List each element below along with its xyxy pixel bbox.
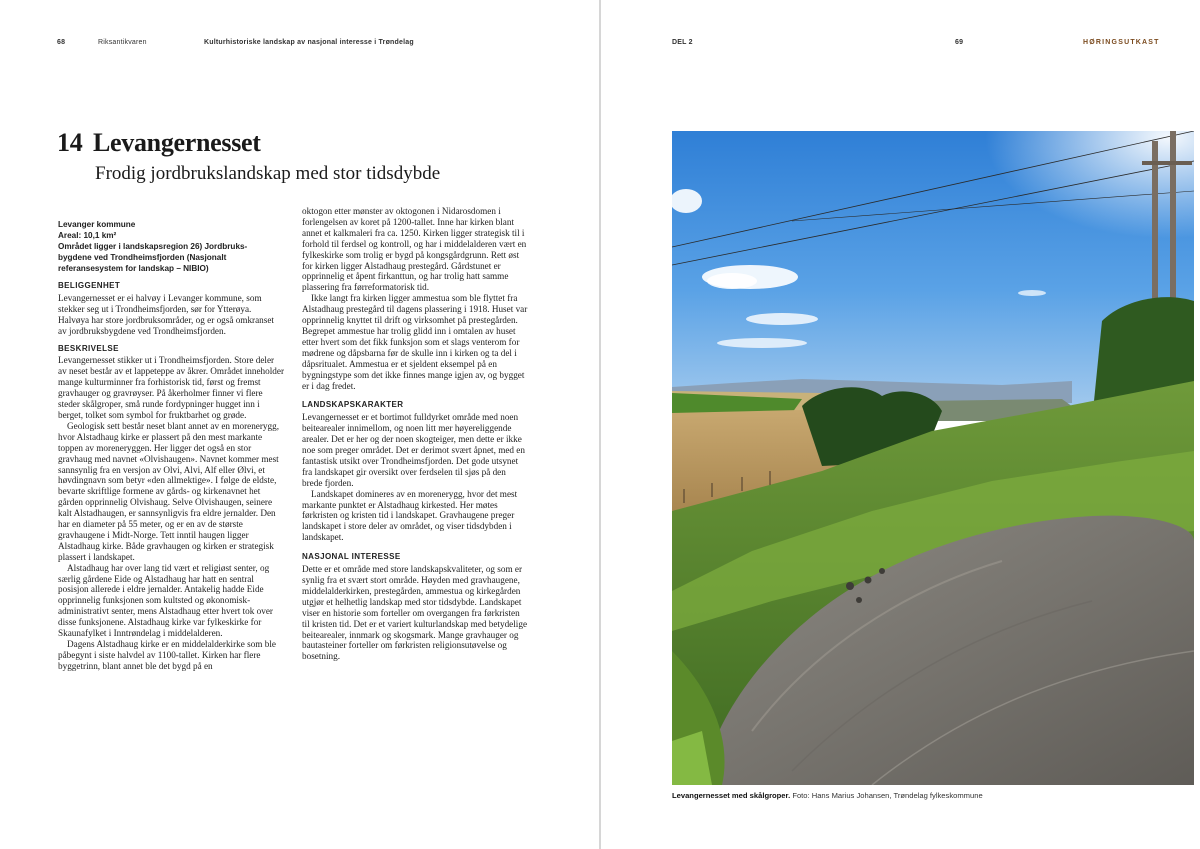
chapter-title: [57, 128, 261, 158]
meta-line: Areal: 10,1 km²: [58, 231, 117, 240]
meta-line: Levanger kommune: [58, 220, 136, 229]
section-heading-nasjonal-interesse: NASJONAL INTERESSE: [302, 552, 401, 562]
paragraph: Dagens Alstadhaug kirke er en middelalderkirke som ble påbegynt i siste halvdel av 1100-tallet. Kirken har flere byggetrinn, blant annet ble det bygd på en: [58, 639, 276, 671]
chapter-subtitle: Frodig jordbrukslandskap med stor tidsdybde: [95, 163, 441, 184]
caption-title: Levangernesset med skålgroper.: [672, 791, 791, 800]
meta-line: Området ligger i landskapsregion 26) Jordbruks-: [58, 242, 248, 251]
text-column-2: [302, 206, 528, 662]
text-column-1: [58, 219, 284, 672]
paragraph: Landskapet domineres av en morenerygg, hvor det mest markante punktet er Alstadhaug kirkested. Her møtes førkristen og kristen tid i landskapet. Gravhaugene preger landskapet i store deler av området, og viser tidsdybden i landskapet.: [302, 488, 518, 543]
publisher-name: Riksantikvaren: [98, 39, 147, 46]
paragraph: Levangernesset stikker ut i Trondheimsfjorden. Store deler av neset består av et lappeteppe av åkrer. Området inneholder mange kulturminner fra forhistorisk tid, først og fremst gravhauger og gravrøyser. På åkerholmer finner vi flere steder skålgroper, små runde fordypninger hugget inn i berget, tolket som symbol for fruktbarhet og grøde.: [58, 355, 285, 420]
area-metadata: [58, 219, 284, 274]
paragraph: Alstadhaug har over lang tid vært et religiøst senter, og særlig gårdene Eide og Alstadhaug har hatt en sentral posisjon allerede i eldre jernalder. Antakelig hadde Eide opprinnelig funksjonen som kultsted og økonomisk-administrativt senter, mens Alstadhaug etter hvert tok over disse funksjonene. Alstadhaug kirke var fylkeskirke for Skaunafylket i Inntrøndelag i middelalderen.: [58, 562, 273, 639]
draft-label: HØRINGSUTKAST: [1083, 39, 1160, 46]
right-page-number: 69: [955, 39, 964, 46]
caption-credit: Foto: Hans Marius Johansen, Trøndelag fylkeskommune: [792, 791, 983, 800]
left-page-number: 68: [57, 39, 66, 46]
section-heading-beliggenhet: BELIGGENHET: [58, 281, 121, 290]
landscape-photo-graphic: [672, 131, 1194, 785]
section-heading-landskapskarakter: LANDSKAPSKARAKTER: [302, 400, 404, 410]
meta-line: referansesystem for landskap – NIBIO): [58, 264, 209, 273]
section-heading-beskrivelse: BESKRIVELSE: [58, 343, 119, 353]
paragraph: Levangernesset er ei halvøy i Levanger kommune, som stekker seg ut i Trondheimsfjorden, sør for Ytterøya. Halvøya har store jordbruksområder, og er også omkranset av jordbruksbygdene ved Trondheimsfjorden.: [58, 292, 274, 336]
chapter-number: 14: [57, 128, 83, 157]
meta-line: bygdene ved Trondheimsfjorden (Nasjonalt: [58, 253, 227, 262]
running-title: Kulturhistoriske landskap av nasjonal interesse i Trøndelag: [204, 39, 414, 46]
photo-caption: [672, 791, 983, 800]
left-page: [0, 0, 599, 849]
section-label: DEL 2: [672, 39, 693, 46]
chapter-title-text: Levangernesset: [93, 128, 261, 157]
paragraph: Dette er et område med store landskapskvaliteter, og som er synlig fra et svært stort område. Høyden med gravhaugene, middelalderkirken, prestegården, ammestua og kirkegården utgjør et helhetlig landskap med stor tidsdybde. Landskapet viser en historie som forteller om overgangen fra førkristen til kristen tid. Det er et variert kulturlandskap med betydelige beitearealer, innmark og skogsmark. Mange gravhauger og bautasteiner forteller om førkristen religionsutøvelse og bosetning.: [302, 564, 528, 662]
paragraph: Levangernesset er et bortimot fulldyrket område med noen beitearealer innimellom, og noen litt mer høyereliggende arealer. Det er her og der noen skogteiger, men dette er ikke noe som preger området. Det er derimot svært åpnet, med en fantastisk utsikt over Trondheimsfjorden. Det gode utsynet fra landskapet gir oversikt over ferdselen til sjøs på den brede fjorden.: [302, 412, 525, 488]
landscape-photo: [672, 131, 1194, 785]
paragraph: Geologisk sett består neset blant annet av en morenerygg, hvor Alstadhaug kirke er plassert på den mest markante toppen av moreneryggen. Her ligger det også en stor gravhaug med navnet «Olvishaugen». Navnet kommer mest sannsynlig fra en versjon av Olvi, Alvi, Alf eller Ølvi, et høvdingnavn som betyr «den allmektige». I følge de eldste, bevarte skriftlige formene av gårds- og kirkenavnet het gården opprinnelig Olvishaug. Selve Olvishaugen, seinere kalt Alstadhaugen, er sannsynligvis fra eldre jernalder. Den har en diameter på 55 meter, og er en av de største gravhaugene i Midt-Norge. Tett inntil haugen ligger Alstadhaug kirke. Både gravhaugen og kirken er strategisk plassert i landskapet.: [58, 420, 280, 562]
paragraph: Ikke langt fra kirken ligger ammestua som ble flyttet fra Alstadhaug prestegård til dagens plassering i 1918. Huset var opprinnelig knyttet til drift og virksomhet på prestegården. Begrepet ammestue har trolig glidd inn i omtalen av huset etter hvert som det fikk funksjon som et slags venterom for mødrene og dåpsbarna før de skulle inn i kirken og ta del i dåpsritualet. Ammestua er et sjeldent eksempel på en bygningstype som det ikke finnes mange igjen av, og bygget er i dag fredet.: [302, 293, 528, 391]
paragraph: oktogon etter mønster av oktogonen i Nidarosdomen i forlengelsen av koret på 1200-tallet. Inne har kirken blant annet et kalkmaleri fra ca. 1250. Kirken ligger strategisk til i forhold til ferdsel og kontroll, og har i middelalderen vært en fylkeskirke som trolig er bygd på kongsgårdgrunn. Rett øst for kirken ligger Alstadhaug prestegård. Gårdstunet er opprinnelig et åpent firkanttun, og har trolig hatt samme plassering fra førreformatorisk tid.: [302, 206, 527, 293]
